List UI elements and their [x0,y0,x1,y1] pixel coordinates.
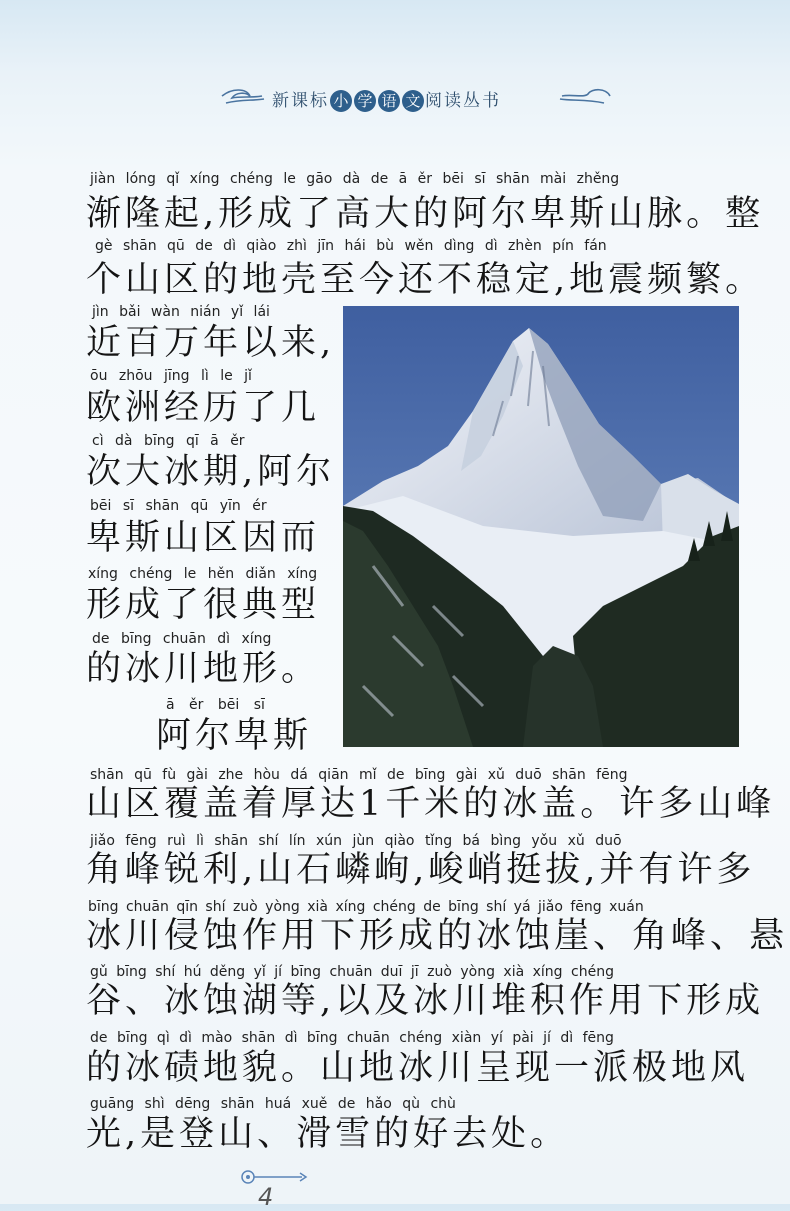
pinyin-line: bēi sī shān qū yīn ér [90,498,267,514]
series-title-prefix: 新课标 [272,91,329,111]
text-line: 卑斯山区因而 [86,518,321,558]
pinyin-line: cì dà bīng qī ā ěr [92,433,245,449]
text-line: 光,是登山、滑雪的好去处。 [86,1114,570,1154]
pinyin-line: jìn bǎi wàn nián yǐ lái [92,304,270,320]
page-number: 4 [258,1183,274,1211]
highlight-char: 文 [402,90,424,112]
text-line: 山区覆盖着厚达1千米的冰盖。许多山峰 [86,784,776,824]
series-title-suffix: 阅读丛书 [425,91,501,111]
text-line: 阿尔卑斯 [156,716,313,756]
pinyin-line: gǔ bīng shí hú děng yǐ jí bīng chuān duī jī zuò yòng xià xíng chéng [90,964,614,980]
text-line: 的冰川地形。 [86,649,321,689]
text-line: 欧洲经历了几 [86,388,321,428]
highlight-char: 学 [354,90,376,112]
page-arrow-icon [234,1166,314,1188]
pinyin-line: de bīng chuān dì xíng [92,631,272,647]
pinyin-line: shān qū fù gài zhe hòu dá qiān mǐ de bīng gài xǔ duō shān fēng [90,767,628,783]
text-line: 渐隆起,形成了高大的阿尔卑斯山脉。整 [86,194,765,234]
text-line: 角峰锐利,山石嶙峋,峻峭挺拔,并有许多 [86,850,756,890]
text-line: 近百万年以来, [86,323,336,363]
text-line: 的冰碛地貌。山地冰川呈现一派极地风 [86,1048,750,1088]
text-line: 形成了很典型 [86,585,321,625]
running-header [0,84,790,114]
highlight-char: 语 [378,90,400,112]
text-line: 冰川侵蚀作用下形成的冰蚀崖、角峰、悬 [86,916,789,956]
highlight-char: 小 [330,90,352,112]
series-title [272,86,501,112]
mountain-photo [343,306,739,747]
pinyin-line: jiǎo fēng ruì lì shān shí lín xún jùn qiào tǐng bá bìng yǒu xǔ duō [90,833,622,849]
pinyin-line: ōu zhōu jīng lì le jǐ [90,368,252,384]
pinyin-line: jiàn lóng qǐ xíng chéng le gāo dà de ā ěr bēi sī shān mài zhěng [90,171,620,187]
pinyin-line: de bīng qì dì mào shān dì bīng chuān chéng xiàn yí pài jí dì fēng [90,1030,614,1046]
pinyin-line: gè shān qū de dì qiào zhì jīn hái bù wěn dìng dì zhèn pín fán [95,238,607,254]
pinyin-line: ā ěr bēi sī [166,697,265,713]
pinyin-line: xíng chéng le hěn diǎn xíng [88,566,318,582]
pinyin-line: guāng shì dēng shān huá xuě de hǎo qù chù [90,1096,456,1112]
text-line: 个山区的地壳至今还不稳定,地震频繁。 [86,260,765,300]
text-line: 谷、冰蚀湖等,以及冰川堆积作用下形成 [86,981,765,1021]
text-line: 次大冰期,阿尔 [86,452,336,492]
pinyin-line: bīng chuān qīn shí zuò yòng xià xíng chéng de bīng shí yá jiǎo fēng xuán [88,899,644,915]
